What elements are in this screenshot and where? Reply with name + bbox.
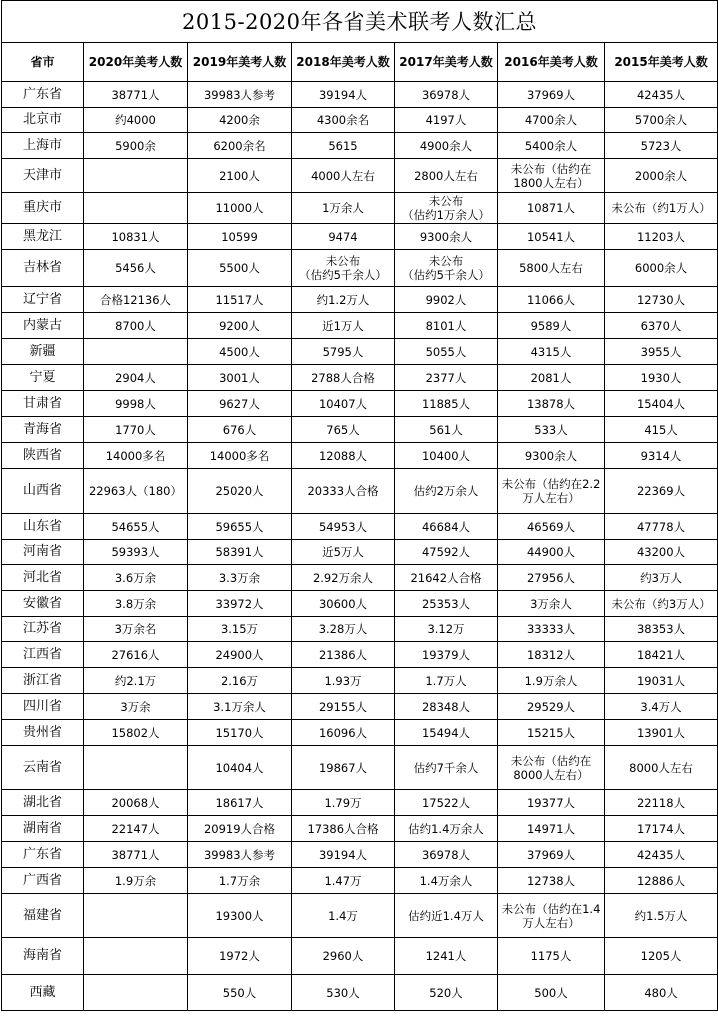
- count-cell: 38353人: [605, 617, 718, 642]
- count-cell: 17386人合格: [292, 816, 395, 842]
- table-row: [2, 668, 718, 694]
- count-cell: 15215人: [498, 720, 605, 746]
- count-cell: 550人: [188, 975, 292, 1011]
- count-cell: 3万余名: [84, 617, 188, 642]
- province-cell: 山东省: [2, 514, 84, 540]
- count-cell: 44900人: [498, 540, 605, 565]
- count-cell: 估约近1.4万人: [395, 894, 498, 938]
- table-row: [2, 975, 718, 1011]
- count-cell: 5456人: [84, 250, 188, 287]
- count-cell: 18421人: [605, 642, 718, 668]
- table-row: [2, 868, 718, 894]
- table-body: [2, 82, 718, 1011]
- province-cell: 黑龙江: [2, 224, 84, 250]
- count-cell: 9902人: [395, 287, 498, 313]
- count-cell: 39194人: [292, 82, 395, 108]
- count-cell: 9314人: [605, 443, 718, 469]
- count-cell: 54655人: [84, 514, 188, 540]
- count-cell: 4700余人: [498, 108, 605, 133]
- table-row: [2, 224, 718, 250]
- count-cell: 21642人合格: [395, 565, 498, 591]
- title-row: [2, 1, 718, 43]
- count-cell: 未公布（约1万人）: [605, 193, 718, 224]
- count-cell: 533人: [498, 417, 605, 443]
- province-cell: 贵州省: [2, 720, 84, 746]
- count-cell: 29529人: [498, 694, 605, 720]
- count-cell: 39983人参考: [188, 842, 292, 868]
- count-cell: 9474: [292, 224, 395, 250]
- count-cell: 估约1.4万余人: [395, 816, 498, 842]
- count-cell: 1.9万余人: [498, 668, 605, 694]
- count-cell: 1.7万余: [188, 868, 292, 894]
- province-cell: 辽宁省: [2, 287, 84, 313]
- count-cell: 3.8万余: [84, 591, 188, 617]
- count-cell: 24900人: [188, 642, 292, 668]
- table-row: [2, 816, 718, 842]
- count-cell: 38771人: [84, 82, 188, 108]
- province-cell: 宁夏: [2, 365, 84, 391]
- count-cell: 5795人: [292, 339, 395, 365]
- column-header-year: 2019年美考人数: [188, 43, 292, 82]
- count-cell: 12730人: [605, 287, 718, 313]
- province-cell: 云南省: [2, 746, 84, 790]
- count-cell: 2904人: [84, 365, 188, 391]
- count-cell: 9300余人: [498, 443, 605, 469]
- table-row: [2, 540, 718, 565]
- column-header-province: 省市: [2, 43, 84, 82]
- province-cell: 福建省: [2, 894, 84, 938]
- province-cell: 河南省: [2, 540, 84, 565]
- table-row: [2, 746, 718, 790]
- count-cell: 36978人: [395, 82, 498, 108]
- province-cell: 吉林省: [2, 250, 84, 287]
- table-row: [2, 339, 718, 365]
- count-cell: 2.92万余人: [292, 565, 395, 591]
- count-cell: 未公布 （估约1万余人）: [395, 193, 498, 224]
- table-row: [2, 133, 718, 159]
- count-cell: 1.93万: [292, 668, 395, 694]
- count-cell: 58391人: [188, 540, 292, 565]
- province-cell: 江西省: [2, 642, 84, 668]
- count-cell: 约4000: [84, 108, 188, 133]
- count-cell: 8101人: [395, 313, 498, 339]
- count-cell: 1.79万: [292, 790, 395, 816]
- count-cell: [84, 894, 188, 938]
- province-cell: 甘肃省: [2, 391, 84, 417]
- summary-table: [1, 0, 718, 1011]
- count-cell: 2377人: [395, 365, 498, 391]
- count-cell: 3001人: [188, 365, 292, 391]
- province-cell: 山西省: [2, 469, 84, 514]
- count-cell: 43200人: [605, 540, 718, 565]
- count-cell: 1972人: [188, 938, 292, 975]
- count-cell: 5723人: [605, 133, 718, 159]
- count-cell: 10599: [188, 224, 292, 250]
- count-cell: 1.9万余: [84, 868, 188, 894]
- count-cell: 9627人: [188, 391, 292, 417]
- count-cell: 约1.5万人: [605, 894, 718, 938]
- count-cell: 20919人合格: [188, 816, 292, 842]
- count-cell: 29155人: [292, 694, 395, 720]
- count-cell: 4900余人: [395, 133, 498, 159]
- count-cell: 38771人: [84, 842, 188, 868]
- count-cell: 42435人: [605, 82, 718, 108]
- count-cell: 47778人: [605, 514, 718, 540]
- count-cell: 765人: [292, 417, 395, 443]
- count-cell: 1205人: [605, 938, 718, 975]
- count-cell: [84, 975, 188, 1011]
- count-cell: 19031人: [605, 668, 718, 694]
- table-row: [2, 694, 718, 720]
- count-cell: 15404人: [605, 391, 718, 417]
- count-cell: 未公布 （估约5千余人）: [292, 250, 395, 287]
- province-cell: 重庆市: [2, 193, 84, 224]
- count-cell: 13878人: [498, 391, 605, 417]
- count-cell: 未公布（估约在 1800人左右）: [498, 159, 605, 193]
- table-row: [2, 108, 718, 133]
- province-cell: 湖北省: [2, 790, 84, 816]
- count-cell: 37969人: [498, 82, 605, 108]
- count-cell: [84, 746, 188, 790]
- count-cell: 5500人: [188, 250, 292, 287]
- count-cell: 15802人: [84, 720, 188, 746]
- count-cell: 5400余人: [498, 133, 605, 159]
- province-cell: 江苏省: [2, 617, 84, 642]
- table-row: [2, 82, 718, 108]
- province-cell: 青海省: [2, 417, 84, 443]
- table-row: [2, 790, 718, 816]
- count-cell: 415人: [605, 417, 718, 443]
- count-cell: 22147人: [84, 816, 188, 842]
- header-row: [2, 43, 718, 82]
- table-row: [2, 938, 718, 975]
- count-cell: 19867人: [292, 746, 395, 790]
- count-cell: 47592人: [395, 540, 498, 565]
- column-header-year: 2018年美考人数: [292, 43, 395, 82]
- table-row: [2, 287, 718, 313]
- province-cell: 广东省: [2, 82, 84, 108]
- count-cell: 561人: [395, 417, 498, 443]
- table-row: [2, 842, 718, 868]
- count-cell: 5055人: [395, 339, 498, 365]
- count-cell: 520人: [395, 975, 498, 1011]
- count-cell: 59393人: [84, 540, 188, 565]
- count-cell: 16096人: [292, 720, 395, 746]
- count-cell: 676人: [188, 417, 292, 443]
- count-cell: 近1万人: [292, 313, 395, 339]
- count-cell: 22963人（180）: [84, 469, 188, 514]
- count-cell: 28348人: [395, 694, 498, 720]
- count-cell: 14971人: [498, 816, 605, 842]
- count-cell: 1770人: [84, 417, 188, 443]
- count-cell: 6000余人: [605, 250, 718, 287]
- count-cell: 10541人: [498, 224, 605, 250]
- page-title: 2015-2020年各省美术联考人数汇总: [2, 1, 718, 43]
- count-cell: 20333人合格: [292, 469, 395, 514]
- count-cell: 33333人: [498, 617, 605, 642]
- count-cell: 12088人: [292, 443, 395, 469]
- count-cell: 18617人: [188, 790, 292, 816]
- count-cell: 11066人: [498, 287, 605, 313]
- count-cell: 4000人左右: [292, 159, 395, 193]
- count-cell: 1.4万: [292, 894, 395, 938]
- count-cell: 1万余人: [292, 193, 395, 224]
- province-cell: 浙江省: [2, 668, 84, 694]
- count-cell: 530人: [292, 975, 395, 1011]
- count-cell: 2800人左右: [395, 159, 498, 193]
- count-cell: 30600人: [292, 591, 395, 617]
- count-cell: 9998人: [84, 391, 188, 417]
- province-cell: 安徽省: [2, 591, 84, 617]
- count-cell: 54953人: [292, 514, 395, 540]
- count-cell: 5900余: [84, 133, 188, 159]
- table-row: [2, 591, 718, 617]
- table-row: [2, 417, 718, 443]
- province-cell: 天津市: [2, 159, 84, 193]
- province-cell: 内蒙古: [2, 313, 84, 339]
- count-cell: 估约7千余人: [395, 746, 498, 790]
- table-row: [2, 193, 718, 224]
- count-cell: 4300余名: [292, 108, 395, 133]
- count-cell: 19379人: [395, 642, 498, 668]
- count-cell: 1241人: [395, 938, 498, 975]
- count-cell: 约3万人: [605, 565, 718, 591]
- count-cell: 37969人: [498, 842, 605, 868]
- count-cell: 未公布（约3万人）: [605, 591, 718, 617]
- count-cell: 未公布（估约在 8000人左右）: [498, 746, 605, 790]
- province-cell: 上海市: [2, 133, 84, 159]
- count-cell: 约1.2万人: [292, 287, 395, 313]
- column-header-year: 2015年美考人数: [605, 43, 718, 82]
- table-row: [2, 514, 718, 540]
- table-row: [2, 250, 718, 287]
- table-row: [2, 159, 718, 193]
- count-cell: 13901人: [605, 720, 718, 746]
- table-row: [2, 469, 718, 514]
- count-cell: 14000多名: [84, 443, 188, 469]
- count-cell: 2788人合格: [292, 365, 395, 391]
- count-cell: 3.15万: [188, 617, 292, 642]
- table-row: [2, 642, 718, 668]
- count-cell: 合格12136人: [84, 287, 188, 313]
- count-cell: 27956人: [498, 565, 605, 591]
- count-cell: 未公布（估约在2.2 万人左右）: [498, 469, 605, 514]
- count-cell: 2081人: [498, 365, 605, 391]
- count-cell: 10400人: [395, 443, 498, 469]
- count-cell: 11203人: [605, 224, 718, 250]
- count-cell: 3.4万人: [605, 694, 718, 720]
- count-cell: 2000余人: [605, 159, 718, 193]
- count-cell: 20068人: [84, 790, 188, 816]
- count-cell: 5700余人: [605, 108, 718, 133]
- count-cell: 39983人参考: [188, 82, 292, 108]
- table-row: [2, 443, 718, 469]
- count-cell: 22118人: [605, 790, 718, 816]
- table-row: [2, 391, 718, 417]
- count-cell: 15494人: [395, 720, 498, 746]
- count-cell: 4197人: [395, 108, 498, 133]
- count-cell: 3万余人: [498, 591, 605, 617]
- count-cell: 4500人: [188, 339, 292, 365]
- table-row: [2, 365, 718, 391]
- count-cell: 未公布（估约在1.4 万人左右）: [498, 894, 605, 938]
- count-cell: 10871人: [498, 193, 605, 224]
- count-cell: 8000人左右: [605, 746, 718, 790]
- count-cell: 近5万人: [292, 540, 395, 565]
- table-row: [2, 617, 718, 642]
- count-cell: 1.47万: [292, 868, 395, 894]
- count-cell: 17522人: [395, 790, 498, 816]
- count-cell: 39194人: [292, 842, 395, 868]
- count-cell: 1175人: [498, 938, 605, 975]
- province-cell: 广西省: [2, 868, 84, 894]
- count-cell: 5800人左右: [498, 250, 605, 287]
- count-cell: 未公布 （估约5千余人）: [395, 250, 498, 287]
- count-cell: 46569人: [498, 514, 605, 540]
- column-header-year: 2020年美考人数: [84, 43, 188, 82]
- count-cell: 11885人: [395, 391, 498, 417]
- province-cell: 湖南省: [2, 816, 84, 842]
- province-cell: 陕西省: [2, 443, 84, 469]
- column-header-year: 2017年美考人数: [395, 43, 498, 82]
- count-cell: 33972人: [188, 591, 292, 617]
- count-cell: 12738人: [498, 868, 605, 894]
- count-cell: 2.16万: [188, 668, 292, 694]
- province-cell: 海南省: [2, 938, 84, 975]
- count-cell: [84, 938, 188, 975]
- count-cell: 3.6万余: [84, 565, 188, 591]
- table-row: [2, 313, 718, 339]
- count-cell: 19300人: [188, 894, 292, 938]
- count-cell: 6370人: [605, 313, 718, 339]
- count-cell: 480人: [605, 975, 718, 1011]
- table-row: [2, 720, 718, 746]
- count-cell: 6200余名: [188, 133, 292, 159]
- count-cell: 3万余: [84, 694, 188, 720]
- province-cell: 广东省: [2, 842, 84, 868]
- count-cell: 2960人: [292, 938, 395, 975]
- count-cell: 1930人: [605, 365, 718, 391]
- count-cell: 估约2万余人: [395, 469, 498, 514]
- count-cell: 27616人: [84, 642, 188, 668]
- count-cell: 25353人: [395, 591, 498, 617]
- count-cell: [84, 339, 188, 365]
- count-cell: 14000多名: [188, 443, 292, 469]
- count-cell: [84, 193, 188, 224]
- count-cell: 3.3万余: [188, 565, 292, 591]
- count-cell: 12886人: [605, 868, 718, 894]
- count-cell: 22369人: [605, 469, 718, 514]
- count-cell: 42435人: [605, 842, 718, 868]
- count-cell: 10404人: [188, 746, 292, 790]
- count-cell: 15170人: [188, 720, 292, 746]
- province-cell: 新疆: [2, 339, 84, 365]
- province-cell: 四川省: [2, 694, 84, 720]
- count-cell: 9200人: [188, 313, 292, 339]
- count-cell: 1.7万人: [395, 668, 498, 694]
- count-cell: 10407人: [292, 391, 395, 417]
- count-cell: 46684人: [395, 514, 498, 540]
- count-cell: 约2.1万: [84, 668, 188, 694]
- count-cell: 3.1万余人: [188, 694, 292, 720]
- count-cell: 18312人: [498, 642, 605, 668]
- count-cell: 25020人: [188, 469, 292, 514]
- table-row: [2, 565, 718, 591]
- count-cell: 9300余人: [395, 224, 498, 250]
- count-cell: 1.4万余人: [395, 868, 498, 894]
- count-cell: 17174人: [605, 816, 718, 842]
- count-cell: 3.12万: [395, 617, 498, 642]
- count-cell: 3.28万人: [292, 617, 395, 642]
- count-cell: 4200余: [188, 108, 292, 133]
- count-cell: 9589人: [498, 313, 605, 339]
- count-cell: 3955人: [605, 339, 718, 365]
- province-cell: 西藏: [2, 975, 84, 1011]
- province-cell: 北京市: [2, 108, 84, 133]
- province-cell: 河北省: [2, 565, 84, 591]
- count-cell: 4315人: [498, 339, 605, 365]
- count-cell: 59655人: [188, 514, 292, 540]
- count-cell: 21386人: [292, 642, 395, 668]
- count-cell: 2100人: [188, 159, 292, 193]
- count-cell: 500人: [498, 975, 605, 1011]
- count-cell: 19377人: [498, 790, 605, 816]
- count-cell: 11000人: [188, 193, 292, 224]
- count-cell: 11517人: [188, 287, 292, 313]
- count-cell: 8700人: [84, 313, 188, 339]
- column-header-year: 2016年美考人数: [498, 43, 605, 82]
- count-cell: 36978人: [395, 842, 498, 868]
- count-cell: 5615: [292, 133, 395, 159]
- table-row: [2, 894, 718, 938]
- count-cell: [84, 159, 188, 193]
- count-cell: 10831人: [84, 224, 188, 250]
